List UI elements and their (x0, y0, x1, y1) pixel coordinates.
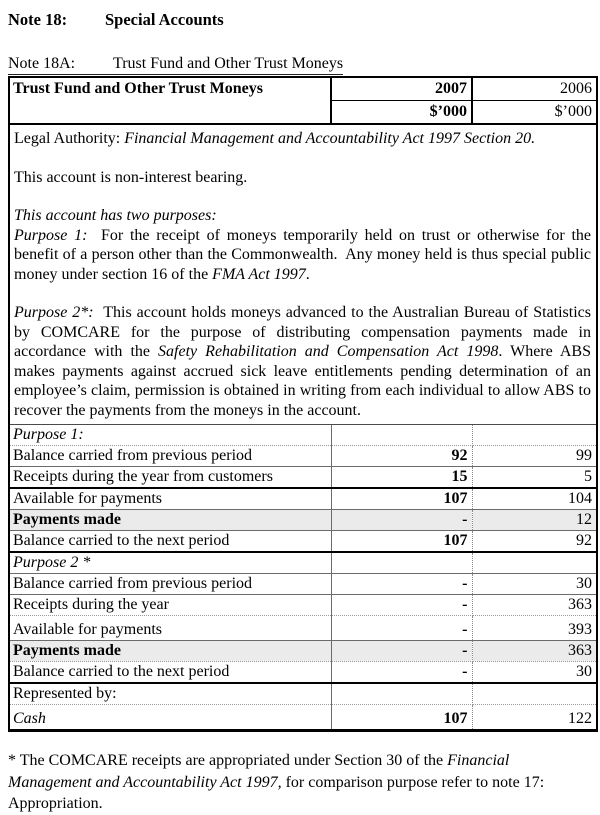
value-2007: - (331, 641, 472, 662)
row-label: Balance carried to the next period (9, 531, 331, 553)
note-heading-title: Special Accounts (105, 10, 224, 29)
row-label: Payments made (9, 641, 331, 662)
value-2007: - (331, 510, 472, 531)
table-row (9, 488, 597, 510)
text-run: for comparison purpose refer to note 17: Appropriation. (8, 773, 545, 812)
value-2007: - (331, 616, 472, 641)
value-2006: 363 (472, 641, 597, 662)
table-header-row (9, 77, 597, 101)
value-2007: 15 (331, 467, 472, 489)
col-header-2007: 2007 (331, 77, 472, 101)
note-heading (8, 10, 594, 30)
text-run: FMA Act 1997 (212, 265, 306, 283)
value-2006 (472, 683, 597, 705)
text-run: This account has two purposes: (14, 207, 217, 224)
value-2007: - (331, 662, 472, 684)
col-header-2006: 2006 (472, 77, 597, 101)
value-2007: - (331, 595, 472, 616)
text-run: Financial Management and Accountability Act 1997, (8, 752, 510, 791)
table-row (9, 467, 597, 489)
row-label: Purpose 2 * (9, 552, 331, 574)
table-row (9, 552, 597, 574)
row-label: Receipts during the year from customers (9, 467, 331, 489)
text-run: * The COMCARE receipts are appropriated under Section 30 of the (8, 752, 448, 769)
text-run: . Where ABS makes payments against accrued sick leave entitlements pending determination of an employee’s claim, permission is obtained in writing from each individual to allow ABS to recover the payments from the moneys in the account. (14, 343, 591, 419)
value-2006 (472, 425, 597, 446)
value-2006: 104 (472, 488, 597, 510)
row-label: Balance carried to the next period (9, 662, 331, 684)
table-row (9, 595, 597, 616)
value-2006: 5 (472, 467, 597, 489)
row-label: Represented by: (9, 683, 331, 705)
row-label: Payments made (9, 510, 331, 531)
row-label: Cash (9, 705, 331, 731)
paragraph (14, 129, 591, 149)
document-page (8, 10, 594, 815)
value-2006: 30 (472, 574, 597, 595)
paragraph (14, 168, 591, 188)
value-2007 (331, 683, 472, 705)
subnote-heading (8, 55, 594, 75)
value-2007: 107 (331, 705, 472, 731)
text-run: Purpose 1: (14, 226, 88, 244)
table-row (9, 641, 597, 662)
unit-2006: $’000 (472, 101, 597, 125)
unit-2007: $’000 (331, 101, 472, 125)
subnote-heading-label: Note 18A: (8, 55, 76, 72)
row-label: Receipts during the year (9, 595, 331, 616)
note-heading-label: Note 18: (8, 10, 68, 29)
text-run: Safety Rehabilitation and Compensation Act 1998 (158, 343, 499, 360)
table-title: Trust Fund and Other Trust Moneys (9, 77, 331, 124)
table-row (9, 616, 597, 641)
text-run: For the receipt of moneys temporarily held on trust or otherwise for the benefit of a person other than the Commonwealth. Any money held is thus special public money under section 16 of the (14, 226, 592, 283)
table-row (9, 531, 597, 553)
text-run: This account holds moneys advanced to the Australian Bureau of Statistics by COMCARE for the purpose of distributing compensation payments made in accordance with the (14, 304, 592, 360)
row-label: Available for payments (9, 616, 331, 641)
value-2007: - (331, 574, 472, 595)
value-2006: 363 (472, 595, 597, 616)
value-2007 (331, 425, 472, 446)
table-row (9, 446, 597, 467)
text-run: This account is non-interest bearing. (14, 168, 248, 186)
value-2007 (331, 552, 472, 574)
value-2006: 12 (472, 510, 597, 531)
value-2006: 393 (472, 616, 597, 641)
trust-fund-table (8, 76, 598, 732)
value-2006: 30 (472, 662, 597, 684)
value-2007: 107 (331, 531, 472, 553)
value-2006: 122 (568, 710, 592, 727)
value-2007: 107 (331, 488, 472, 510)
table-row (9, 683, 597, 705)
text-run: Financial Management and Accountability Act 1997 Section 20. (124, 130, 536, 147)
text-run: . (305, 265, 310, 283)
text-run: Purpose 2*: (14, 304, 94, 321)
description-text (14, 129, 591, 420)
value-2006: 99 (472, 446, 597, 467)
row-label: Available for payments (9, 488, 331, 510)
table-row (9, 574, 597, 595)
text-run: Legal Authority: (14, 130, 125, 147)
paragraph (14, 303, 591, 420)
table-row (9, 425, 597, 446)
row-label: Balance carried from previous period (9, 446, 331, 467)
description-row (9, 124, 597, 425)
subnote-heading-underline (8, 55, 343, 75)
value-2007: 92 (331, 446, 472, 467)
subnote-heading-title: Trust Fund and Other Trust Moneys (113, 55, 344, 72)
value-2006 (472, 552, 597, 574)
table-row (9, 662, 597, 684)
row-label: Purpose 1: (9, 425, 331, 446)
paragraph (14, 226, 591, 285)
footnote (8, 750, 594, 815)
value-2006: 92 (472, 531, 597, 553)
table-row (9, 510, 597, 531)
table-row (9, 705, 597, 731)
row-label: Balance carried from previous period (9, 574, 331, 595)
paragraph (14, 206, 591, 226)
